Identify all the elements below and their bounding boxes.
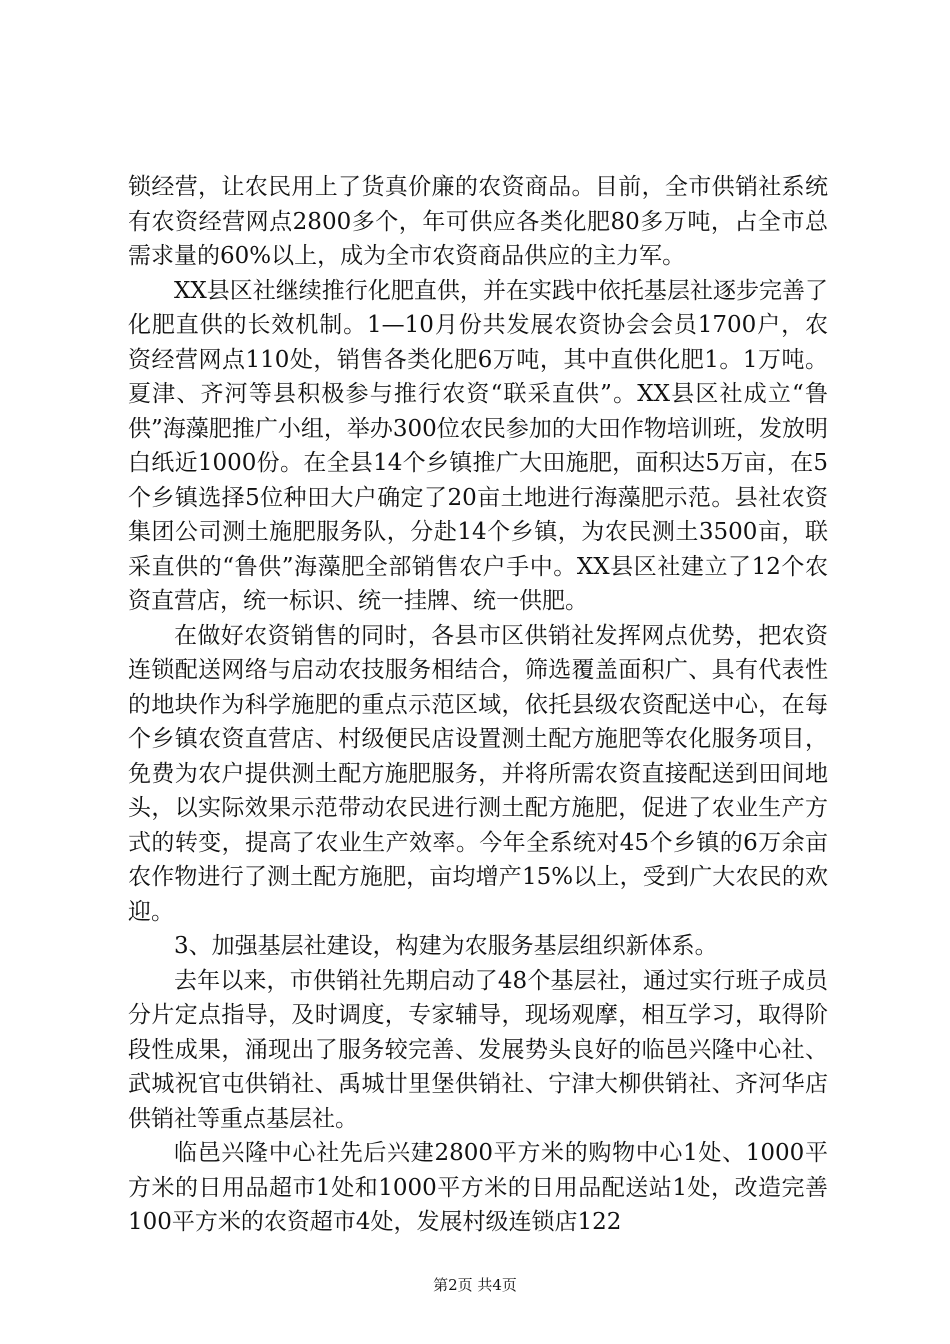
paragraph-1: 锁经营，让农民用上了货真价廉的农资商品。目前，全市供销社系统有农资经营网点2800多个，年可供应各类化肥80多万吨，占全市总需求量的60%以上，成为全市农资商品供应的主力军。 bbox=[128, 174, 828, 269]
paragraph-2: XX县区社继续推行化肥直供，并在实践中依托基层社逐步完善了化肥直供的长效机制。1—10月份共发展农资协会会员1700户，农资经营网点110处，销售各类化肥6万吨，其中直供化肥1。1万吨。夏津、齐河等县积极参与推行农资“联采直供”。XX县区社成立“鲁供”海藻肥推广小组，举办300位农民参加的大田作物培训班，发放明白纸近1000份。在全县14个乡镇推广大田施肥，面积达5万亩，在5个乡镇选择5位种田大户确定了20亩土地进行海藻肥示范。县社农资集团公司测土施肥服务队，分赴14个乡镇，为农民测土3500亩，联采直供的“鲁供”海藻肥全部销售农户手中。XX县区社建立了12个农资直营店，统一标识、统一挂牌、统一供肥。 bbox=[128, 277, 828, 614]
section-heading: 3、加强基层社建设，构建为农服务基层组织新体系。 bbox=[174, 933, 718, 959]
paragraph-6: 临邑兴隆中心社先后兴建2800平方米的购物中心1处、1000平方米的日用品超市1处和1000平方米的日用品配送站1处，改造完善100平方米的农资超市4处，发展村级连锁店122 bbox=[128, 1140, 828, 1235]
document-body bbox=[128, 170, 828, 1240]
paragraph-5: 去年以来，市供销社先期启动了48个基层社，通过实行班子成员分片定点指导，及时调度，专家辅导，现场观摩，相互学习，取得阶段性成果，涌现出了服务较完善、发展势头良好的临邑兴隆中心社、武城祝官屯供销社、禹城廿里堡供销社、宁津大柳供销社、齐河华店供销社等重点基层社。 bbox=[128, 967, 828, 1132]
paragraph-3: 在做好农资销售的同时，各县市区供销社发挥网点优势，把农资连锁配送网络与启动农技服务相结合，筛选覆盖面积广、具有代表性的地块作为科学施肥的重点示范区域，依托县级农资配送中心，在每个乡镇农资直营店、村级便民店设置测土配方施肥等农化服务项目，免费为农户提供测土配方施肥服务，并将所需农资直接配送到田间地头，以实际效果示范带动农民进行测土配方施肥，促进了农业生产方式的转变，提高了农业生产效率。今年全系统对45个乡镇的6万余亩农作物进行了测土配方施肥，亩均增产15%以上，受到广大农民的欢迎。 bbox=[128, 622, 828, 925]
page-number-footer: 第2页 共4页 bbox=[433, 1276, 517, 1294]
